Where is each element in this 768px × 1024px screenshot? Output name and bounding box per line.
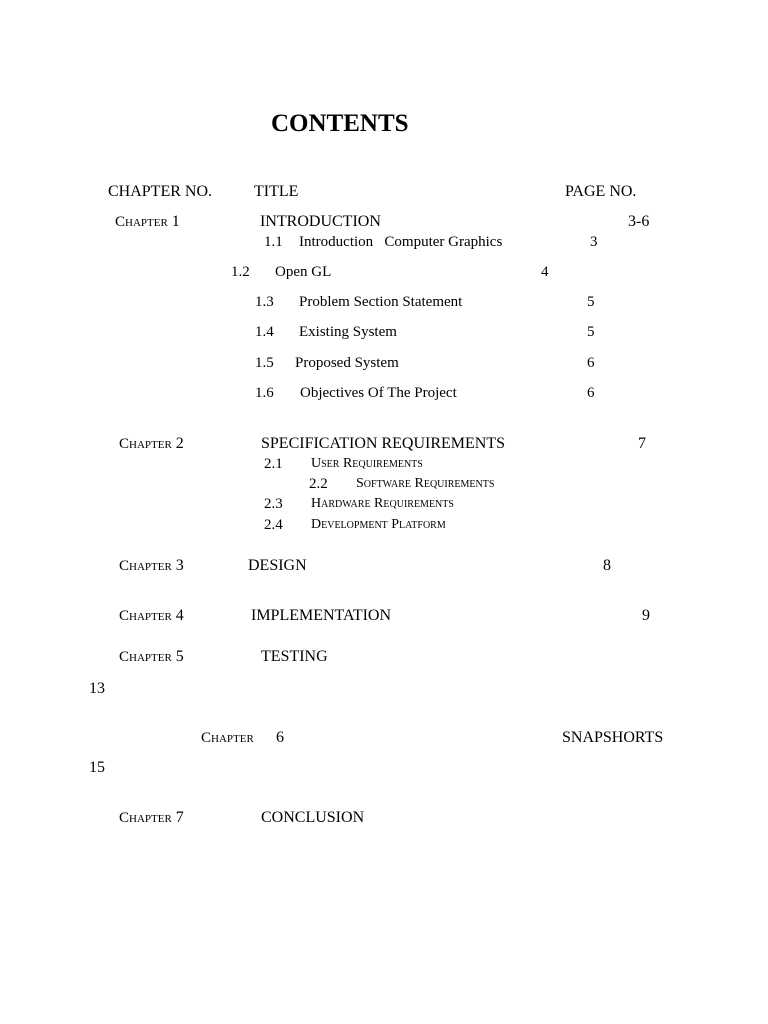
section-2-1-title: User Requirements: [311, 456, 423, 471]
section-1-2-title: Open GL: [275, 264, 332, 280]
section-1-4-page: 5: [587, 324, 595, 340]
section-2-4-title: Development Platform: [311, 517, 446, 532]
section-1-3-page: 5: [587, 294, 595, 310]
section-1-5-num: 1.5: [255, 355, 274, 371]
section-1-1-page: 3: [590, 234, 598, 250]
section-1-5-title: Proposed System: [295, 355, 399, 371]
chapter-3-page: 8: [603, 557, 611, 574]
chapter-4-label: [119, 608, 184, 624]
chapter-2-title: SPECIFICATION REQUIREMENTS: [261, 435, 506, 452]
chapter-word: Chapter: [119, 810, 172, 826]
chapter-6-page: 15: [89, 759, 105, 776]
chapter-2-page: 7: [638, 435, 646, 452]
section-2-3-title: Hardware Requirements: [311, 496, 454, 511]
page-title: CONTENTS: [271, 110, 409, 137]
chapter-number: 1: [171, 213, 180, 230]
chapter-2-label: [119, 436, 184, 452]
section-2-2-title: Software Requirements: [356, 476, 495, 491]
chapter-4-title: IMPLEMENTATION: [251, 607, 392, 624]
chapter-word: Chapter: [119, 608, 172, 624]
section-1-5-page: 6: [587, 355, 595, 371]
section-1-1-num: 1.1: [264, 234, 283, 250]
chapter-5-page: 13: [89, 680, 105, 697]
header-title: TITLE: [254, 183, 299, 200]
header-chapter-no: CHAPTER NO.: [108, 183, 213, 200]
section-2-2-num: 2.2: [309, 476, 328, 492]
chapter-word: Chapter: [119, 558, 172, 574]
chapter-5-label: [119, 649, 184, 665]
chapter-3-title: DESIGN: [248, 557, 307, 574]
chapter-word: Chapter: [119, 649, 172, 665]
section-1-6-page: 6: [587, 385, 595, 401]
chapter-4-page: 9: [642, 607, 650, 624]
chapter-1-page: 3-6: [628, 213, 650, 230]
chapter-3-label: [119, 558, 184, 574]
chapter-1-title: INTRODUCTION: [260, 213, 381, 230]
section-1-2-page: 4: [541, 264, 549, 280]
chapter-number: 3: [175, 557, 184, 574]
chapter-number: 7: [175, 809, 184, 826]
chapter-word: Chapter: [115, 214, 168, 230]
section-1-4-num: 1.4: [255, 324, 274, 340]
chapter-number: 4: [175, 607, 184, 624]
header-page-no: PAGE NO.: [565, 183, 637, 200]
chapter-6-title: SNAPSHORTS: [562, 729, 664, 746]
chapter-number: 2: [175, 435, 184, 452]
section-1-3-title: Problem Section Statement: [299, 294, 463, 310]
section-1-6-num: 1.6: [255, 385, 274, 401]
chapter-6-word: Chapter: [201, 730, 254, 746]
section-1-2-num: 1.2: [231, 264, 250, 280]
section-1-1-title: Introduction Computer Graphics: [299, 234, 503, 250]
section-1-3-num: 1.3: [255, 294, 274, 310]
section-2-4-num: 2.4: [264, 517, 283, 533]
chapter-word: Chapter: [119, 436, 172, 452]
chapter-5-title: TESTING: [261, 648, 328, 665]
section-1-4-title: Existing System: [299, 324, 397, 340]
section-2-3-num: 2.3: [264, 496, 283, 512]
chapter-6-number: 6: [276, 729, 284, 746]
chapter-7-title: CONCLUSION: [261, 809, 365, 826]
section-2-1-num: 2.1: [264, 456, 283, 472]
chapter-7-label: [119, 810, 184, 826]
chapter-1-label: [115, 214, 180, 230]
chapter-number: 5: [175, 648, 184, 665]
section-1-6-title: Objectives Of The Project: [300, 385, 457, 401]
